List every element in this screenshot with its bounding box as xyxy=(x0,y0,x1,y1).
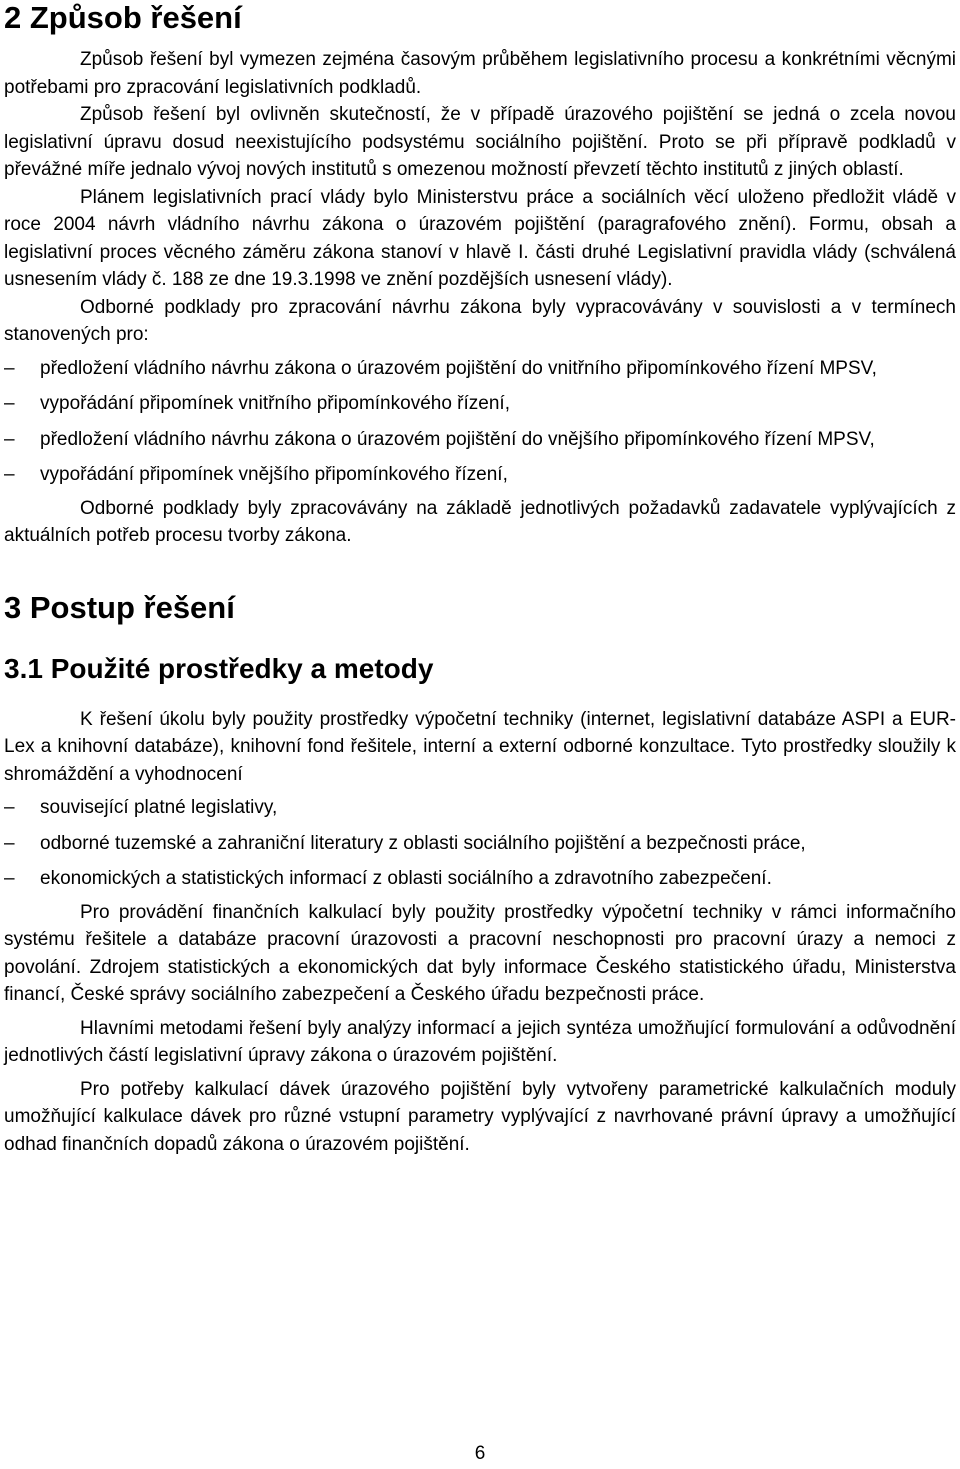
dash-bullet-icon: – xyxy=(4,393,15,414)
page-number: 6 xyxy=(474,1443,486,1464)
paragraph: Pro provádění finančních kalkulací byly použity prostředky výpočetní techniky v rámci informačního systému řešitele a databáze pracovní úrazovosti a pracovní neschopnosti pro pracovní úrazy a nemoci z povolání. Zdrojem statistických a ekonomických dat byly informace Českého statistického úřadu, Ministerstva financí, České správy sociálního zabezpečení a Českého úřadu bezpečnosti práce. xyxy=(4,901,956,1005)
list-item-text: ekonomických a statistických informací z oblasti sociálního a zdravotního zabezpečení. xyxy=(40,868,772,889)
list-item xyxy=(4,355,956,383)
paragraph: Způsob řešení byl vymezen zejména časovým průběhem legislativního procesu a konkrétními věcnými potřebami pro zpracování legislativních podkladů. xyxy=(4,49,956,98)
paragraph: Způsob řešení byl ovlivněn skutečností, že v případě úrazového pojištění se jedná o zcela novou legislativní úpravu dosud neexistujícího podsystému sociálního pojištění. Proto se při přípravě podkladů v převážné míře jednalo vývoj nových institutů s omezenou možností převzetí těchto institutů z jiných oblastí. xyxy=(4,104,956,180)
list-item-text: vypořádání připomínek vnitřního připomínkového řízení, xyxy=(40,393,510,414)
paragraph: Hlavními metodami řešení byly analýzy informací a jejich syntéza umožňující formulování a odůvodnění jednotlivých částí legislativní úpravy zákona o úrazovém pojištění. xyxy=(4,1017,956,1066)
dash-bullet-icon: – xyxy=(4,868,15,889)
paragraph: Odborné podklady pro zpracování návrhu zákona byly vypracovávány v souvislosti a v termínech stanovených pro: xyxy=(4,296,956,345)
paragraph: Pro potřeby kalkulací dávek úrazového pojištění byly vytvořeny parametrické kalkulačních moduly umožňující kalkulace dávek pro různé vstupní parametry vyplývající z navrhované právní úpravy a umožňující odhad finančních dopadů zákona o úrazovém pojištění. xyxy=(4,1078,956,1155)
dash-bullet-icon: – xyxy=(4,464,15,485)
list-item-text: související platné legislativy, xyxy=(40,797,278,818)
subsection-3-1-heading: 3.1 Použité prostředky a metody xyxy=(4,652,434,684)
paragraph: Odborné podklady byly zpracovávány na základě jednotlivých požadavků zadavatele vyplývajících z aktuálních potřeb procesu tvorby zákona. xyxy=(4,497,956,546)
list-item xyxy=(4,830,956,858)
list-item-text: odborné tuzemské a zahraniční literatury z oblasti sociálního pojištění a bezpečnosti práce, xyxy=(40,832,806,854)
paragraph: Plánem legislativních prací vlády bylo Ministerstvu práce a sociálních věcí uloženo předložit vládě v roce 2004 návrh vládního návrhu zákona o úrazovém pojištění (paragrafového znění). Formu, obsah a legislativní proces věcného záměru zákona stanoví v hlavě I. části druhé Legislativní pravidla vlády (schválená usnesením vlády č. 188 ze dne 19.3.1998 ve znění pozdějších usnesení vlády). xyxy=(4,186,956,290)
section-3-heading: 3 Postup řešení xyxy=(4,589,235,625)
bullet-list xyxy=(4,794,956,893)
dash-bullet-icon: – xyxy=(4,832,15,854)
list-item xyxy=(4,461,956,489)
list-item xyxy=(4,390,956,418)
list-item xyxy=(4,426,956,454)
list-item xyxy=(4,865,956,893)
list-item-text: předložení vládního návrhu zákona o úrazovém pojištění do vnitřního připomínkového řízení MPSV, xyxy=(40,357,877,379)
list-item xyxy=(4,794,956,822)
paragraph: K řešení úkolu byly použity prostředky výpočetní techniky (internet, legislativní databáze ASPI a EUR-Lex a knihovní databáze), knihovní fond řešitele, interní a externí odborné konzultace. Tyto prostředky sloužily k shromáždění a vyhodnocení xyxy=(4,708,956,785)
dash-bullet-icon: – xyxy=(4,797,15,818)
list-item-text: vypořádání připomínek vnějšího připomínkového řízení, xyxy=(40,464,508,485)
dash-bullet-icon: – xyxy=(4,428,15,450)
dash-bullet-icon: – xyxy=(4,357,15,379)
list-item-text: předložení vládního návrhu zákona o úrazovém pojištění do vnějšího připomínkového řízení MPSV, xyxy=(40,428,875,450)
section-2-heading: 2 Způsob řešení xyxy=(4,0,242,35)
bullet-list xyxy=(4,355,956,489)
